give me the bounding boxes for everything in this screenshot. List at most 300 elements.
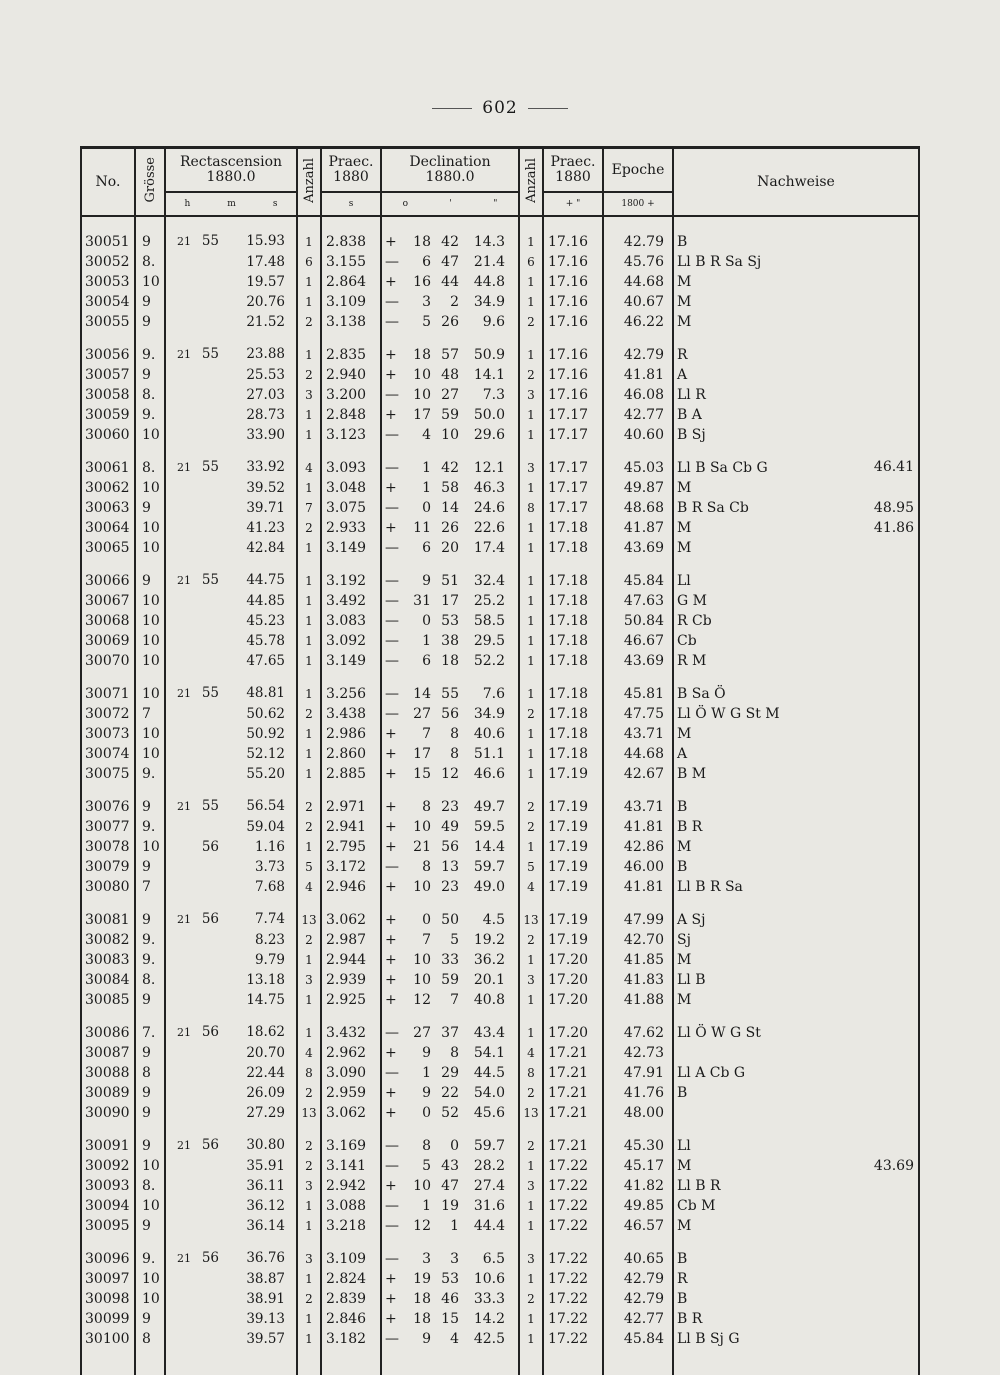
cell-nachweise: M [673,724,919,744]
cell-rectascension: 13.18 [165,970,297,990]
cell-praec-dec: 17.21 [543,1103,603,1123]
cell-epoche: 45.81 [603,683,673,704]
cell-rectascension: 21 55 44.75 [165,570,297,591]
cell-no: 30083 [81,950,135,970]
cell-anzahl-ra: 2 [297,312,321,332]
cell-nachweise: B [673,231,919,252]
spacer-row [81,897,919,909]
cell-praec-ra: 3.172 [321,857,381,877]
cell-praec-dec: 17.16 [543,292,603,312]
cell-groesse: 9 [135,1135,165,1156]
cell-praec-ra: 2.933 [321,518,381,538]
cell-anzahl-ra: 4 [297,877,321,897]
cell-anzahl-dec: 1 [519,518,543,538]
cell-praec-ra: 2.941 [321,817,381,837]
cell-declination: — 9 4 42.5 [381,1329,519,1349]
cell-declination: + 19 53 10.6 [381,1269,519,1289]
cell-praec-dec: 17.22 [543,1329,603,1349]
cell-praec-ra: 3.109 [321,1248,381,1269]
table-row [81,1043,919,1063]
cell-groesse: 9 [135,1309,165,1329]
table-row [81,1248,919,1269]
cell-groesse: 9 [135,365,165,385]
cell-nachweise: M [673,292,919,312]
cell-declination: — 1 19 31.6 [381,1196,519,1216]
cell-rectascension: 41.23 [165,518,297,538]
cell-praec-ra: 3.192 [321,570,381,591]
col-header-rectascension: Rectascension 1880.0 [165,148,297,193]
cell-nachweise: Ll B [673,970,919,990]
cell-rectascension: 45.78 [165,631,297,651]
cell-no: 30079 [81,857,135,877]
cell-nachweise: Ll A Cb G [673,1063,919,1083]
table-row [81,425,919,445]
cell-no: 30057 [81,365,135,385]
cell-declination: — 6 20 17.4 [381,538,519,558]
cell-groesse: 8. [135,970,165,990]
cell-praec-ra: 2.925 [321,990,381,1010]
cell-rectascension: 7.68 [165,877,297,897]
table-row [81,990,919,1010]
table-row [81,930,919,950]
cell-anzahl-ra: 1 [297,538,321,558]
cell-no: 30089 [81,1083,135,1103]
cell-nachweise: M [673,312,919,332]
cell-praec-dec: 17.18 [543,591,603,611]
cell-no: 30082 [81,930,135,950]
cell-rectascension: 27.29 [165,1103,297,1123]
cell-groesse: 9 [135,1216,165,1236]
cell-praec-dec: 17.22 [543,1196,603,1216]
cell-no: 30099 [81,1309,135,1329]
cell-nachweise: M [673,990,919,1010]
cell-no: 30093 [81,1176,135,1196]
cell-anzahl-ra: 1 [297,990,321,1010]
cell-epoche: 41.85 [603,950,673,970]
cell-groesse: 10 [135,1156,165,1176]
cell-anzahl-dec: 1 [519,683,543,704]
cell-praec-ra: 3.149 [321,651,381,671]
cell-praec-dec: 17.19 [543,877,603,897]
cell-declination: — 12 1 44.4 [381,1216,519,1236]
cell-groesse: 8 [135,1063,165,1083]
cell-groesse: 9. [135,405,165,425]
cell-nachweise: Ll Ö W G St [673,1022,919,1043]
cell-rectascension: 19.57 [165,272,297,292]
cell-anzahl-dec: 1 [519,950,543,970]
table-row [81,478,919,498]
cell-anzahl-ra: 3 [297,385,321,405]
cell-praec-ra: 3.218 [321,1216,381,1236]
cell-anzahl-dec: 2 [519,704,543,724]
cell-declination: + 18 15 14.2 [381,1309,519,1329]
cell-groesse: 9. [135,1248,165,1269]
cell-extra-epoch: 41.86 [873,520,914,536]
cell-nachweise: M [673,478,919,498]
cell-no: 30071 [81,683,135,704]
cell-anzahl-dec: 1 [519,425,543,445]
cell-rectascension: 25.53 [165,365,297,385]
table-row [81,651,919,671]
cell-anzahl-ra: 1 [297,405,321,425]
cell-praec-dec: 17.18 [543,704,603,724]
cell-praec-ra: 3.092 [321,631,381,651]
col-header-no: No. [81,148,135,217]
cell-praec-dec: 17.17 [543,425,603,445]
cell-praec-ra: 3.123 [321,425,381,445]
table-row [81,457,919,478]
cell-no: 30086 [81,1022,135,1043]
cell-no: 30087 [81,1043,135,1063]
praec-dec-unit: + " [543,192,603,216]
cell-anzahl-dec: 1 [519,1022,543,1043]
cell-declination: — 10 27 7.3 [381,385,519,405]
cell-praec-dec: 17.20 [543,970,603,990]
cell-epoche: 44.68 [603,272,673,292]
table-row [81,764,919,784]
cell-praec-dec: 17.18 [543,570,603,591]
cell-no: 30069 [81,631,135,651]
cell-rectascension: 21.52 [165,312,297,332]
cell-declination: + 18 42 14.3 [381,231,519,252]
cell-epoche: 44.68 [603,744,673,764]
cell-groesse: 8. [135,385,165,405]
table-row [81,611,919,631]
cell-anzahl-dec: 2 [519,1289,543,1309]
table-row [81,683,919,704]
cell-epoche: 43.69 [603,651,673,671]
cell-rectascension: 36.12 [165,1196,297,1216]
cell-rectascension: 21 55 56.54 [165,796,297,817]
table-header [81,148,919,217]
cell-praec-dec: 17.16 [543,272,603,292]
table-row [81,252,919,272]
cell-praec-dec: 17.16 [543,312,603,332]
cell-rectascension: 42.84 [165,538,297,558]
spacer-row [81,1236,919,1248]
cell-praec-dec: 17.18 [543,611,603,631]
col-header-anzahl-ra: Anzahl [297,148,321,217]
cell-praec-ra: 3.083 [321,611,381,631]
cell-praec-dec: 17.21 [543,1063,603,1083]
cell-anzahl-dec: 1 [519,611,543,631]
cell-epoche: 42.79 [603,1269,673,1289]
cell-rectascension: 21 55 33.92 [165,457,297,478]
cell-rectascension: 28.73 [165,405,297,425]
cell-groesse: 9 [135,570,165,591]
cell-groesse: 7 [135,704,165,724]
cell-anzahl-ra: 1 [297,1022,321,1043]
spacer-row [81,784,919,796]
cell-epoche: 41.88 [603,990,673,1010]
cell-rectascension: 55.20 [165,764,297,784]
cell-anzahl-dec: 1 [519,651,543,671]
table-row [81,857,919,877]
cell-rectascension: 27.03 [165,385,297,405]
table-row [81,1216,919,1236]
cell-praec-ra: 3.492 [321,591,381,611]
cell-nachweise: B M [673,764,919,784]
cell-praec-dec: 17.18 [543,651,603,671]
cell-rectascension: 21 56 36.76 [165,1248,297,1269]
cell-anzahl-dec: 1 [519,272,543,292]
cell-extra-epoch: 43.69 [873,1158,914,1174]
cell-no: 30092 [81,1156,135,1176]
cell-no: 30073 [81,724,135,744]
cell-praec-dec: 17.17 [543,457,603,478]
cell-groesse: 9. [135,764,165,784]
cell-nachweise: A Sj [673,909,919,930]
cell-praec-ra: 2.946 [321,877,381,897]
table-row [81,1329,919,1349]
cell-praec-dec: 17.21 [543,1135,603,1156]
cell-praec-dec: 17.21 [543,1043,603,1063]
table-row [81,1135,919,1156]
cell-anzahl-ra: 1 [297,1309,321,1329]
cell-no: 30096 [81,1248,135,1269]
cell-groesse: 9. [135,930,165,950]
cell-anzahl-dec: 1 [519,292,543,312]
cell-praec-dec: 17.21 [543,1083,603,1103]
cell-declination: — 31 17 25.2 [381,591,519,611]
cell-groesse: 10 [135,538,165,558]
cell-praec-ra: 2.860 [321,744,381,764]
cell-anzahl-ra: 1 [297,837,321,857]
cell-declination: — 9 51 32.4 [381,570,519,591]
cell-praec-ra: 2.940 [321,365,381,385]
cell-declination: — 1 29 44.5 [381,1063,519,1083]
cell-praec-dec: 17.16 [543,252,603,272]
cell-anzahl-ra: 1 [297,950,321,970]
cell-declination: — 8 0 59.7 [381,1135,519,1156]
cell-no: 30064 [81,518,135,538]
cell-groesse: 9. [135,950,165,970]
table-row [81,498,919,518]
cell-epoche: 42.70 [603,930,673,950]
cell-anzahl-ra: 7 [297,498,321,518]
table-row [81,570,919,591]
cell-anzahl-ra: 1 [297,1269,321,1289]
cell-praec-dec: 17.18 [543,538,603,558]
cell-anzahl-dec: 1 [519,570,543,591]
cell-no: 30068 [81,611,135,631]
cell-nachweise: Sj [673,930,919,950]
col-header-declination: Declination 1880.0 [381,148,519,193]
cell-anzahl-ra: 2 [297,704,321,724]
cell-praec-ra: 3.438 [321,704,381,724]
cell-epoche: 49.85 [603,1196,673,1216]
cell-rectascension: 45.23 [165,611,297,631]
cell-no: 30062 [81,478,135,498]
cell-praec-ra: 2.885 [321,764,381,784]
cell-nachweise: M [673,1216,919,1236]
cell-rectascension: 38.87 [165,1269,297,1289]
cell-no: 30067 [81,591,135,611]
cell-groesse: 9 [135,796,165,817]
cell-praec-ra: 3.109 [321,292,381,312]
cell-groesse: 8. [135,252,165,272]
cell-praec-ra: 2.838 [321,231,381,252]
cell-rectascension: 26.09 [165,1083,297,1103]
cell-declination: — 1 42 12.1 [381,457,519,478]
cell-anzahl-dec: 1 [519,990,543,1010]
cell-anzahl-dec: 1 [519,744,543,764]
cell-declination: + 10 49 59.5 [381,817,519,837]
cell-nachweise: A [673,744,919,764]
cell-anzahl-ra: 6 [297,252,321,272]
cell-rectascension: 47.65 [165,651,297,671]
cell-epoche: 45.03 [603,457,673,478]
table-row [81,1022,919,1043]
cell-groesse: 10 [135,683,165,704]
cell-groesse: 10 [135,272,165,292]
cell-anzahl-dec: 1 [519,405,543,425]
cell-anzahl-ra: 2 [297,1156,321,1176]
cell-no: 30090 [81,1103,135,1123]
cell-anzahl-dec: 2 [519,1083,543,1103]
cell-groesse: 9 [135,909,165,930]
epoche-unit: 1800 + [603,192,673,216]
cell-groesse: 10 [135,724,165,744]
cell-declination: — 27 56 34.9 [381,704,519,724]
cell-rectascension: 21 56 30.80 [165,1135,297,1156]
cell-epoche: 48.68 [603,498,673,518]
cell-praec-ra: 2.795 [321,837,381,857]
cell-praec-ra: 3.075 [321,498,381,518]
cell-anzahl-dec: 5 [519,857,543,877]
cell-anzahl-dec: 1 [519,344,543,365]
cell-praec-dec: 17.22 [543,1156,603,1176]
cell-anzahl-dec: 1 [519,1269,543,1289]
cell-declination: + 12 7 40.8 [381,990,519,1010]
cell-declination: + 9 8 54.1 [381,1043,519,1063]
cell-groesse: 10 [135,744,165,764]
cell-praec-ra: 2.962 [321,1043,381,1063]
cell-rectascension: 9.79 [165,950,297,970]
cell-no: 30058 [81,385,135,405]
cell-declination: + 17 59 50.0 [381,405,519,425]
table-row [81,631,919,651]
cell-declination: — 5 26 9.6 [381,312,519,332]
spacer-row [81,1123,919,1135]
cell-groesse: 10 [135,1269,165,1289]
cell-groesse: 9 [135,1083,165,1103]
cell-epoche: 46.67 [603,631,673,651]
cell-epoche: 45.17 [603,1156,673,1176]
cell-groesse: 7 [135,877,165,897]
cell-groesse: 10 [135,1196,165,1216]
cell-anzahl-ra: 1 [297,1196,321,1216]
cell-praec-ra: 2.971 [321,796,381,817]
cell-praec-dec: 17.20 [543,990,603,1010]
cell-nachweise: B [673,857,919,877]
cell-epoche: 42.79 [603,231,673,252]
cell-declination: — 3 3 6.5 [381,1248,519,1269]
cell-anzahl-ra: 2 [297,1083,321,1103]
cell-praec-ra: 3.138 [321,312,381,332]
cell-declination: + 15 12 46.6 [381,764,519,784]
cell-rectascension: 50.92 [165,724,297,744]
cell-epoche: 45.84 [603,570,673,591]
cell-praec-ra: 3.149 [321,538,381,558]
cell-declination: + 11 26 22.6 [381,518,519,538]
cell-rectascension: 35.91 [165,1156,297,1176]
cell-groesse: 10 [135,651,165,671]
cell-groesse: 10 [135,1289,165,1309]
cell-rectascension: 39.57 [165,1329,297,1349]
cell-rectascension: 20.76 [165,292,297,312]
cell-anzahl-ra: 1 [297,1329,321,1349]
cell-rectascension: 8.23 [165,930,297,950]
page-number: 602 [0,98,1000,118]
cell-declination: — 4 10 29.6 [381,425,519,445]
cell-declination: + 7 5 19.2 [381,930,519,950]
cell-praec-dec: 17.22 [543,1289,603,1309]
cell-epoche: 43.71 [603,796,673,817]
cell-epoche: 42.77 [603,1309,673,1329]
cell-anzahl-dec: 4 [519,1043,543,1063]
cell-anzahl-ra: 2 [297,817,321,837]
cell-anzahl-dec: 2 [519,1135,543,1156]
table-row [81,796,919,817]
cell-epoche: 47.75 [603,704,673,724]
cell-groesse: 9. [135,817,165,837]
cell-epoche: 46.08 [603,385,673,405]
cell-anzahl-ra: 1 [297,651,321,671]
cell-praec-ra: 2.942 [321,1176,381,1196]
cell-nachweise: B [673,796,919,817]
cell-anzahl-ra: 2 [297,365,321,385]
cell-epoche: 42.67 [603,764,673,784]
cell-declination: + 17 8 51.1 [381,744,519,764]
cell-groesse: 8 [135,1329,165,1349]
cell-groesse: 9 [135,312,165,332]
cell-declination: + 10 48 14.1 [381,365,519,385]
cell-praec-dec: 17.19 [543,796,603,817]
cell-anzahl-ra: 1 [297,744,321,764]
cell-declination: — 1 38 29.5 [381,631,519,651]
cell-rectascension: 44.85 [165,591,297,611]
cell-nachweise: B A [673,405,919,425]
cell-epoche: 43.71 [603,724,673,744]
cell-no: 30070 [81,651,135,671]
cell-anzahl-dec: 1 [519,1156,543,1176]
cell-anzahl-dec: 1 [519,231,543,252]
cell-rectascension: 38.91 [165,1289,297,1309]
cell-anzahl-dec: 1 [519,478,543,498]
cell-praec-ra: 2.846 [321,1309,381,1329]
cell-epoche: 47.99 [603,909,673,930]
cell-anzahl-ra: 1 [297,231,321,252]
dec-units: o ' " [381,192,519,216]
cell-declination: — 0 14 24.6 [381,498,519,518]
cell-anzahl-ra: 2 [297,796,321,817]
cell-rectascension: 14.75 [165,990,297,1010]
cell-anzahl-dec: 3 [519,457,543,478]
cell-no: 30063 [81,498,135,518]
cell-anzahl-dec: 3 [519,1176,543,1196]
cell-no: 30055 [81,312,135,332]
cell-anzahl-ra: 13 [297,1103,321,1123]
cell-epoche: 45.84 [603,1329,673,1349]
star-catalog-table [80,146,920,1375]
cell-anzahl-ra: 3 [297,970,321,990]
table-row [81,877,919,897]
cell-extra-epoch: 46.41 [873,459,914,475]
cell-praec-dec: 17.19 [543,764,603,784]
cell-praec-dec: 17.16 [543,365,603,385]
cell-praec-dec: 17.17 [543,478,603,498]
